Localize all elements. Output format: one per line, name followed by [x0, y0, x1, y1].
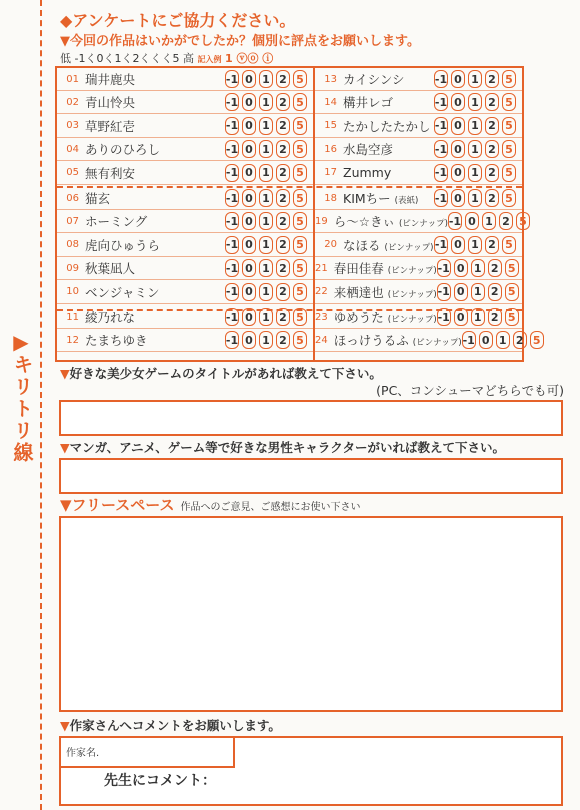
work-number: 21 [315, 262, 328, 274]
rating-option[interactable]: 0 [242, 259, 256, 277]
rating-option[interactable]: 0 [242, 70, 256, 88]
rating-option[interactable]: 5 [502, 70, 516, 88]
work-number: 22 [315, 286, 328, 298]
rating-options [225, 236, 307, 254]
work-number: 12 [66, 334, 79, 346]
work-number: 15 [324, 120, 337, 132]
scale-low: 低 [60, 52, 71, 65]
rating-option[interactable]: 1 [259, 164, 273, 182]
author-name [343, 236, 434, 254]
rating-option[interactable]: 2 [276, 236, 290, 254]
rating-option[interactable]: 2 [276, 164, 290, 182]
work-number: 11 [66, 311, 79, 323]
rating-options [225, 189, 307, 207]
rating-option[interactable]: -1 [225, 308, 239, 326]
author-name [334, 331, 462, 349]
rating-options [448, 212, 530, 230]
rating-option[interactable]: -1 [225, 236, 239, 254]
author-name-text: ほっけうるふ [333, 333, 409, 349]
work-number: 24 [315, 334, 328, 346]
rating-option[interactable]: 2 [276, 189, 290, 207]
rating-option[interactable]: -1 [462, 331, 476, 349]
author-name-text: 構井レゴ [343, 95, 394, 111]
rating-option[interactable]: -1 [437, 283, 451, 301]
author-name [343, 189, 434, 207]
rating-options [225, 259, 307, 277]
author-name [343, 70, 434, 88]
rating-row [57, 187, 313, 210]
rating-options [434, 117, 516, 135]
work-number: 04 [66, 143, 79, 155]
rating-option[interactable]: 2 [276, 283, 290, 301]
demo-marks: 1 ⓥⓞ ⓘ [224, 52, 274, 65]
free-title-text: フリースペース [71, 496, 175, 514]
rating-option[interactable]: 1 [259, 140, 273, 158]
rating-option[interactable]: 1 [468, 93, 482, 111]
free-space-title [60, 494, 360, 515]
rating-row [57, 281, 313, 304]
rating-option[interactable]: 1 [468, 70, 482, 88]
rating-option[interactable]: 1 [468, 164, 482, 182]
rating-option[interactable]: 0 [454, 259, 468, 277]
rating-option[interactable]: 5 [293, 140, 307, 158]
rating-option[interactable]: 5 [505, 308, 519, 326]
rating-row [315, 115, 522, 138]
q1-title [60, 364, 382, 382]
rating-option[interactable]: 5 [293, 283, 307, 301]
rating-options [225, 164, 307, 182]
rating-row [57, 306, 313, 329]
rating-option[interactable]: 0 [451, 117, 465, 135]
rating-option[interactable]: 0 [242, 117, 256, 135]
rating-row [315, 306, 522, 329]
rating-option[interactable]: -1 [434, 70, 448, 88]
rating-option[interactable]: 5 [502, 140, 516, 158]
rating-option[interactable]: 2 [485, 189, 499, 207]
rating-option[interactable]: 2 [485, 117, 499, 135]
rating-options [225, 70, 307, 88]
author-name [85, 117, 225, 135]
rating-option[interactable]: 1 [259, 236, 273, 254]
author-name [343, 140, 434, 158]
rating-option[interactable]: 1 [259, 117, 273, 135]
cut-text: キリトリ線 [10, 354, 34, 464]
rating-scale [60, 50, 273, 66]
rating-option[interactable]: 0 [242, 212, 256, 230]
rating-option[interactable]: 5 [502, 117, 516, 135]
rating-row [315, 91, 522, 114]
work-number: 23 [315, 311, 328, 323]
author-title-text: 作家さんへコメントをお願いします。 [69, 718, 281, 733]
author-name [85, 189, 225, 207]
rating-row [315, 68, 522, 91]
rating-option[interactable]: 2 [276, 93, 290, 111]
rating-option[interactable]: 5 [505, 259, 519, 277]
author-name-text: 草野紅壱 [85, 118, 136, 134]
rating-option[interactable]: 5 [293, 93, 307, 111]
free-space-box[interactable] [59, 516, 563, 712]
rating-option[interactable]: 0 [451, 140, 465, 158]
rating-option[interactable]: 0 [451, 70, 465, 88]
rating-option[interactable]: -1 [434, 189, 448, 207]
rating-row [315, 187, 522, 210]
author-name [85, 93, 225, 111]
rating-option[interactable]: 1 [259, 212, 273, 230]
rating-option[interactable]: -1 [434, 236, 448, 254]
author-name-text: 瑞井鹿央 [85, 72, 136, 87]
work-number: 06 [66, 192, 79, 204]
rating-option[interactable]: -1 [225, 331, 239, 349]
work-number: 08 [66, 239, 79, 251]
work-number: 19 [315, 215, 328, 227]
rating-option[interactable]: 1 [468, 140, 482, 158]
rating-options [434, 93, 516, 111]
rating-options [225, 308, 307, 326]
author-name-text: KIMちー [343, 191, 391, 206]
rating-option[interactable]: 2 [485, 70, 499, 88]
work-number: 18 [324, 192, 337, 204]
rating-row [57, 138, 313, 161]
rating-option[interactable]: 1 [259, 259, 273, 277]
work-number: 01 [66, 73, 79, 85]
work-number: 14 [324, 96, 337, 108]
work-number: 05 [66, 167, 79, 179]
rating-row [315, 234, 522, 257]
rating-option[interactable]: 0 [242, 93, 256, 111]
rating-option[interactable]: 5 [293, 189, 307, 207]
rating-options [434, 189, 516, 207]
rating-option[interactable]: 1 [468, 236, 482, 254]
author-name [334, 308, 437, 326]
rating-option[interactable]: -1 [225, 259, 239, 277]
rating-option[interactable]: 1 [471, 259, 485, 277]
work-number: 16 [324, 143, 337, 155]
rating-option[interactable]: -1 [448, 212, 462, 230]
rating-row [57, 329, 313, 352]
author-name-text: ホーミング [85, 214, 148, 230]
rating-options [437, 308, 519, 326]
rating-row [315, 257, 522, 280]
rating-option[interactable]: -1 [434, 164, 448, 182]
rating-row [57, 115, 313, 138]
rating-row [315, 210, 527, 233]
rating-option[interactable]: 0 [451, 236, 465, 254]
rating-options [225, 93, 307, 111]
rating-grid [55, 66, 541, 362]
rating-options [225, 283, 307, 301]
rating-option[interactable]: 5 [516, 212, 530, 230]
author-name [85, 212, 225, 230]
work-number: 13 [324, 73, 337, 85]
rating-options [434, 164, 516, 182]
rating-options [462, 331, 544, 349]
triangle-icon: ▼ [60, 496, 72, 514]
author-name-text: ら～☆きぃ [333, 214, 395, 230]
author-name [85, 283, 225, 301]
author-name [343, 117, 434, 135]
rating-option[interactable]: 0 [242, 331, 256, 349]
rating-option[interactable]: 1 [496, 331, 510, 349]
rating-option[interactable]: 2 [276, 308, 290, 326]
rating-option[interactable]: -1 [225, 283, 239, 301]
work-note: (ピンナップ) [387, 315, 437, 325]
author-name-text: ベンジャミン [85, 284, 160, 300]
rating-option[interactable]: 5 [293, 117, 307, 135]
q2-answer-box[interactable] [59, 458, 563, 494]
rating-option[interactable]: -1 [225, 140, 239, 158]
rating-option[interactable]: 1 [259, 331, 273, 349]
cut-label [8, 330, 34, 468]
rating-option[interactable]: -1 [225, 212, 239, 230]
author-name [85, 236, 225, 254]
author-name-text: 秋葉凪人 [85, 261, 136, 277]
rating-option[interactable]: 1 [259, 283, 273, 301]
rating-row [57, 68, 313, 91]
work-number: 20 [324, 239, 337, 251]
rating-option[interactable]: 5 [502, 164, 516, 182]
rating-option[interactable]: 1 [259, 308, 273, 326]
work-number: 07 [66, 215, 79, 227]
rating-option[interactable]: 0 [451, 93, 465, 111]
rating-option[interactable]: 1 [471, 283, 485, 301]
rating-option[interactable]: 2 [488, 308, 502, 326]
rating-option[interactable]: 1 [259, 189, 273, 207]
rating-options [225, 117, 307, 135]
author-name-text: 水島空彦 [343, 142, 394, 158]
rating-option[interactable]: -1 [225, 189, 239, 207]
author-name-text: たまちゆき [85, 333, 148, 349]
author-name-text: Zummy [343, 165, 392, 181]
author-name-text: 青山怜央 [85, 95, 136, 111]
author-name [85, 259, 225, 277]
rating-option[interactable]: -1 [225, 93, 239, 111]
rating-option[interactable]: 2 [485, 93, 499, 111]
rating-option[interactable]: 2 [276, 212, 290, 230]
rating-question: ▼今回の作品はいかがでしたか？個別に評点をお願いします。 [60, 34, 420, 49]
author-name-text: カイシンシ [343, 72, 405, 87]
rating-option[interactable]: -1 [225, 70, 239, 88]
rating-option[interactable]: 5 [293, 164, 307, 182]
rating-row [315, 329, 541, 352]
rating-option[interactable]: 0 [242, 189, 256, 207]
rating-option[interactable]: 5 [505, 283, 519, 301]
author-name [343, 165, 434, 180]
author-name [85, 331, 225, 349]
author-name-text: 来栖達也 [333, 284, 384, 300]
rating-option[interactable]: -1 [437, 308, 451, 326]
rating-option[interactable]: 2 [276, 140, 290, 158]
author-name-text: なほる [343, 237, 381, 253]
rating-option[interactable]: 0 [451, 164, 465, 182]
work-note: (ピンナップ) [384, 242, 434, 253]
rating-option[interactable]: -1 [437, 259, 451, 277]
rating-row [315, 138, 522, 161]
author-name [85, 70, 225, 88]
rating-option[interactable]: 1 [482, 212, 496, 230]
work-number: 02 [66, 96, 79, 108]
rating-option[interactable]: 0 [451, 189, 465, 207]
rating-option[interactable]: 1 [468, 189, 482, 207]
work-number: 10 [66, 286, 79, 298]
rating-option[interactable]: -1 [225, 117, 239, 135]
rating-option[interactable]: 5 [502, 93, 516, 111]
rating-options [225, 140, 307, 158]
rating-option[interactable]: 5 [293, 212, 307, 230]
rating-option[interactable]: 2 [488, 259, 502, 277]
work-note: (ピンナップ) [387, 266, 437, 277]
rating-option[interactable]: 5 [530, 331, 544, 349]
rating-row [57, 210, 313, 233]
rating-option[interactable]: 2 [276, 117, 290, 135]
rating-option[interactable]: 0 [454, 308, 468, 326]
demo-label: 記入例 [197, 55, 222, 64]
free-subtext: 作品へのご意見、ご感想にお使い下さい [180, 502, 361, 513]
author-name-text: ありのひろし [85, 142, 161, 158]
triangle-icon: ▼ [60, 440, 70, 455]
rating-option[interactable]: 2 [276, 331, 290, 349]
author-name-text: たかしたたかし [343, 118, 431, 134]
q2-title [60, 438, 505, 456]
rating-option[interactable]: 5 [293, 259, 307, 277]
rating-row [57, 162, 313, 185]
rating-option[interactable]: 2 [499, 212, 513, 230]
rating-option[interactable]: 2 [485, 236, 499, 254]
scale-text: -1く0く1く2くくく5 高 [74, 52, 194, 65]
author-name-text: 無有利安 [85, 165, 136, 181]
author-name-text: 春田佳春 [333, 261, 384, 277]
author-name-text: 虎向ひゅうら [85, 237, 161, 253]
author-name [85, 308, 225, 326]
rating-option[interactable]: 1 [471, 308, 485, 326]
rating-option[interactable]: 0 [242, 140, 256, 158]
cut-line [40, 0, 42, 810]
rating-row [57, 257, 313, 280]
rating-option[interactable]: 2 [485, 140, 499, 158]
rating-option[interactable]: 2 [276, 259, 290, 277]
rating-option[interactable]: 5 [502, 236, 516, 254]
rating-option[interactable]: 0 [454, 283, 468, 301]
author-title [60, 716, 281, 734]
author-name [343, 93, 434, 111]
author-name-text: 猫玄 [85, 191, 111, 206]
rating-option[interactable]: -1 [434, 117, 448, 135]
rating-option[interactable]: 0 [242, 283, 256, 301]
rating-option[interactable]: 5 [293, 331, 307, 349]
rating-row [57, 234, 313, 257]
rating-option[interactable]: 5 [293, 70, 307, 88]
rating-options [225, 212, 307, 230]
rating-options [225, 331, 307, 349]
rating-row [315, 281, 522, 304]
q1-answer-box[interactable] [59, 400, 563, 436]
rating-options [437, 283, 519, 301]
cut-arrow-icon: ▶ [13, 330, 29, 354]
author-name [85, 140, 225, 158]
q1-text: 好きな美少女ゲームのタイトルがあれば教えて下さい。 [69, 366, 382, 381]
author-name-text: ゆめうた [333, 310, 384, 325]
q1-subtext: (PC、コンシューマどちらでも可) [376, 383, 564, 398]
work-note: (ピンナップ) [387, 289, 437, 300]
rating-row [57, 91, 313, 114]
rating-option[interactable]: 1 [259, 70, 273, 88]
author-name [334, 212, 448, 230]
rating-option[interactable]: 5 [293, 236, 307, 254]
comment-label: 先生にコメント： [104, 773, 216, 789]
rating-option[interactable]: 0 [242, 164, 256, 182]
rating-option[interactable]: 0 [479, 331, 493, 349]
rating-options [434, 70, 516, 88]
rating-option[interactable]: 2 [485, 164, 499, 182]
rating-options [434, 236, 516, 254]
q2-text: マンガ、アニメ、ゲーム等で好きな男性キャラクターがいれば教えて下さい。 [69, 440, 506, 455]
rating-options [434, 140, 516, 158]
author-name [334, 283, 437, 301]
work-number: 17 [324, 167, 337, 179]
author-name-label: 作家名. [66, 748, 100, 759]
rating-option[interactable]: 0 [242, 308, 256, 326]
rating-option[interactable]: 2 [513, 331, 527, 349]
rating-option[interactable]: 0 [242, 236, 256, 254]
work-number: 03 [66, 120, 79, 132]
survey-title: ◆アンケートにご協力ください。 [60, 11, 296, 30]
triangle-icon: ▼ [60, 366, 70, 381]
work-note: (ピンナップ) [398, 219, 448, 230]
rating-options [437, 259, 519, 277]
rating-option[interactable]: 0 [465, 212, 479, 230]
rating-option[interactable]: 2 [276, 70, 290, 88]
rating-option[interactable]: -1 [434, 140, 448, 158]
work-note: (表紙) [394, 196, 419, 206]
rating-row [315, 162, 522, 185]
triangle-icon: ▼ [60, 718, 70, 733]
author-name-text: 綾乃れな [85, 310, 136, 325]
rating-option[interactable]: 5 [502, 189, 516, 207]
rating-option[interactable]: 5 [293, 308, 307, 326]
rating-option[interactable]: 1 [468, 117, 482, 135]
rating-option[interactable]: 2 [488, 283, 502, 301]
rating-option[interactable]: -1 [434, 93, 448, 111]
rating-option[interactable]: 1 [259, 93, 273, 111]
author-name [334, 259, 437, 277]
author-name [85, 164, 225, 182]
work-note: (ピンナップ) [412, 338, 462, 349]
rating-option[interactable]: -1 [225, 164, 239, 182]
work-number: 09 [66, 262, 79, 274]
